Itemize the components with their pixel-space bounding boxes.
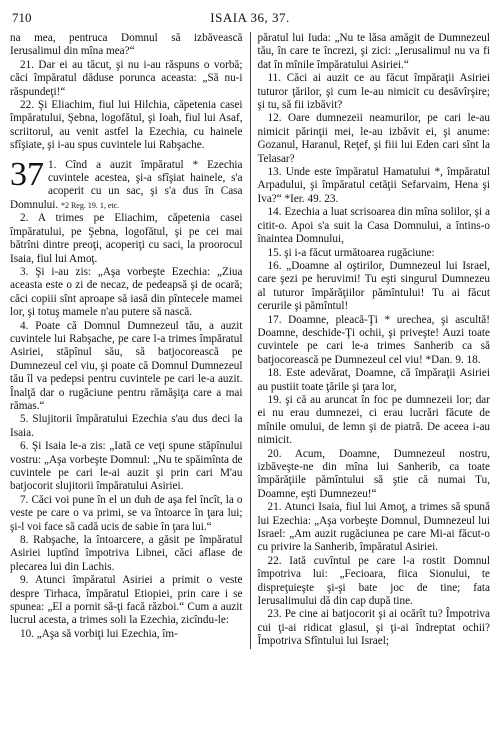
running-head: ISAIA 36, 37. <box>210 10 290 25</box>
verse-text: 1. Cînd a auzit împăratul * Ezechia cuvintele acestea, şi-a sfîşiat hainele, s'a acoperit cu un sac, şi s'a dus în Casa Domnului. <box>10 158 243 211</box>
verse-paragraph: 4. Poate că Domnul Dumnezeul tău, a auzit cuvintele lui Rabşache, pe care l-a trimes împăratul Asiriei, stăpînul său, să batjocorească pe Dumnezeul cel viu, şi poate că Domnul Dumnezeul tău îl va pedepsi pentru cuvintele pe cari le-a auzit. Înalţă dar o rugăciune pentru rămăşiţa care a mai rămas.“ <box>10 319 243 412</box>
chapter-number: 37 <box>10 155 44 193</box>
verse-paragraph: 14. Ezechia a luat scrisoarea din mîna solilor, şi a citit-o. Apoi s'a suit la Casa Domnului, a întins-o înaintea Domnului, <box>257 206 490 246</box>
right-column <box>250 32 491 649</box>
verse-paragraph <box>10 155 243 213</box>
verse-paragraph: 2. A trimes pe Eliachim, căpetenia casei împăratului, pe Şebna, logofătul, şi pe cei mai bătrîni dintre preoţi, acoperiţi cu saci, la proorocul Isaia, fiul lui Amoţ. <box>10 212 243 265</box>
verse-paragraph: păratul lui Iuda: „Nu te lăsa amăgit de Dumnezeul tău, în care te încrezi, şi zici: „Ierusalimul nu va fi dat în mînile împăratului Asiriei.“ <box>257 32 490 71</box>
verse-paragraph: 12. Oare dumnezeii neamurilor, pe cari le-au nimicit părinţii mei, le-au izbăvit ei, şi anume: Gozanul, Haranul, Reţef, şi fiii lui Eden cari sînt la Telasar? <box>257 112 490 165</box>
verse-paragraph: 21. Atunci Isaia, fiul lui Amoţ, a trimes să spună lui Ezechia: „Aşa vorbeşte Domnul, Dumnezeul lui Israel: „Am auzit rugăciunea pe care Mi-ai făcut-o cu privire la Sanherib, împăratul Asiriei. <box>257 501 490 554</box>
verse-paragraph: 23. Pe cine ai batjocorit şi ai ocărît tu? Împotriva cui ţi-ai ridicat glasul, şi ţi-ai îndreptat ochii? Împotriva Sfîntului lui Israel; <box>257 608 490 648</box>
verse-paragraph: na mea, pentruca Domnul să izbăvească Ierusalimul din mîna mea?“ <box>10 32 243 58</box>
verse-paragraph: 21. Dar ei au tăcut, şi nu i-au răspuns o vorbă; căci împăratul dăduse porunca aceasta: „Să nu-i răspundeţi!“ <box>10 58 243 98</box>
page-number: 710 <box>12 10 32 25</box>
chapter-start <box>10 155 243 213</box>
verse-paragraph: 16. „Doamne al oştirilor, Dumnezeul lui Israel, care şezi pe heruvimi! Tu eşti singurul Dumnezeu al tuturor împărăţiilor pămîntului! Tu ai făcut cerurile şi pămîntul! <box>257 259 490 313</box>
verse-paragraph: 13. Unde este împăratul Hamatului *, împăratul Arpadului, şi împăratul cetăţii Sefarvaim, Hena şi Iva?“ *Ier. 49. 23. <box>257 166 490 205</box>
verse-paragraph: 8. Rabşache, la întoarcere, a găsit pe împăratul Asiriei luptînd împotriva Libnei, căci aflase de plecarea lui din Lachis. <box>10 534 243 573</box>
verse-paragraph: 15. şi i-a făcut următoarea rugăciune: <box>267 246 435 259</box>
page-header <box>10 10 490 28</box>
verse-paragraph: 3. Şi i-au zis: „Aşa vorbeşte Ezechia: „Ziua aceasta este o zi de necaz, de pedeapsă şi de ocară; căci copiii sînt aproape să iasă din pîntecele mamei lor, şi totuş mamele n'au putere să nască. <box>10 265 243 319</box>
verse-paragraph: 10. „Aşa să vorbiţi lui Ezechia, îm- <box>20 627 178 640</box>
two-column-text <box>10 32 490 649</box>
verse-paragraph: 11. Căci ai auzit ce au făcut împăraţii Asiriei tuturor ţărilor, şi cum le-au nimicit cu desăvîrşire; şi tu, să fii izbăvit? <box>257 72 490 112</box>
left-column <box>10 32 250 649</box>
cross-reference: *2 Reg. 19. 1, etc. <box>60 200 120 210</box>
verse-paragraph: 22. Iată cuvîntul pe care l-a rostit Domnul împotriva lui: „Fecioara, fiica Sionului, te dispreţuieşte şi-şi bate joc de tine; fata Ierusalimului dă din cap după tine. <box>257 554 490 608</box>
verse-paragraph: 22. Şi Eliachim, fiul lui Hilchia, căpetenia casei împăratului, Şebna, logofătul, şi Ioah, fiul lui Asaf, scriitorul, au venit astfel la Ezechia, cu hainele sfîşiate, şi i-au spus cuvintele lui Rabşache. <box>10 99 243 152</box>
verse-paragraph: 9. Atunci împăratul Asiriei a primit o veste despre Tirhaca, împăratul Etiopiei, prin care i se spunea: „El a pornit să-ţi facă război.“ Cum a auzit lucrul acesta, a trimes soli la Ezechia, zicîndu-le: <box>10 574 243 627</box>
verse-paragraph: 19. şi că au aruncat în foc pe dumnezeii lor; dar ei nu erau dumnezei, ci erau lucrări făcute de mînile omului, de lemn şi de piatră. De aceea i-au nimicit. <box>257 393 490 447</box>
verse-paragraph: 5. Slujitorii împăratului Ezechia s'au dus deci la Isaia. <box>10 413 243 439</box>
verse-paragraph: 20. Acum, Doamne, Dumnezeul nostru, izbăveşte-ne din mîna lui Sanherib, ca toate împărăţiile pămîntului să ştie că numai Tu, Doamne, eşti Dumnezeu!“ <box>257 447 490 500</box>
verse-paragraph: 6. Şi Isaia le-a zis: „Iată ce veţi spune stăpînului vostru: „Aşa vorbeşte Domnul: „Nu te spăimînta de cuvintele pe cari le-ai auzit şi prin cari M'au batjocorit slujitorii împăratului Asiriei. <box>10 440 243 493</box>
verse-paragraph: 18. Este adevărat, Doamne, că împăraţii Asiriei au pustiit toate ţările şi ţara lor, <box>257 367 490 393</box>
verse-paragraph: 7. Căci voi pune în el un duh de aşa fel încît, la o veste pe care o va primi, se va întoarce în ţara lui; şi-l voi face să cadă ucis de sabie în ţara lui.“ <box>10 493 243 533</box>
verse-paragraph: 17. Doamne, pleacă-Ţi * urechea, şi ascultă! Doamne, deschide-Ţi ochii, şi priveşte! Auzi toate cuvintele pe cari le-a trimes Sanherib ca să batjocorească pe Dumnezeul cel viu! *Dan. 9. 18. <box>257 313 490 366</box>
